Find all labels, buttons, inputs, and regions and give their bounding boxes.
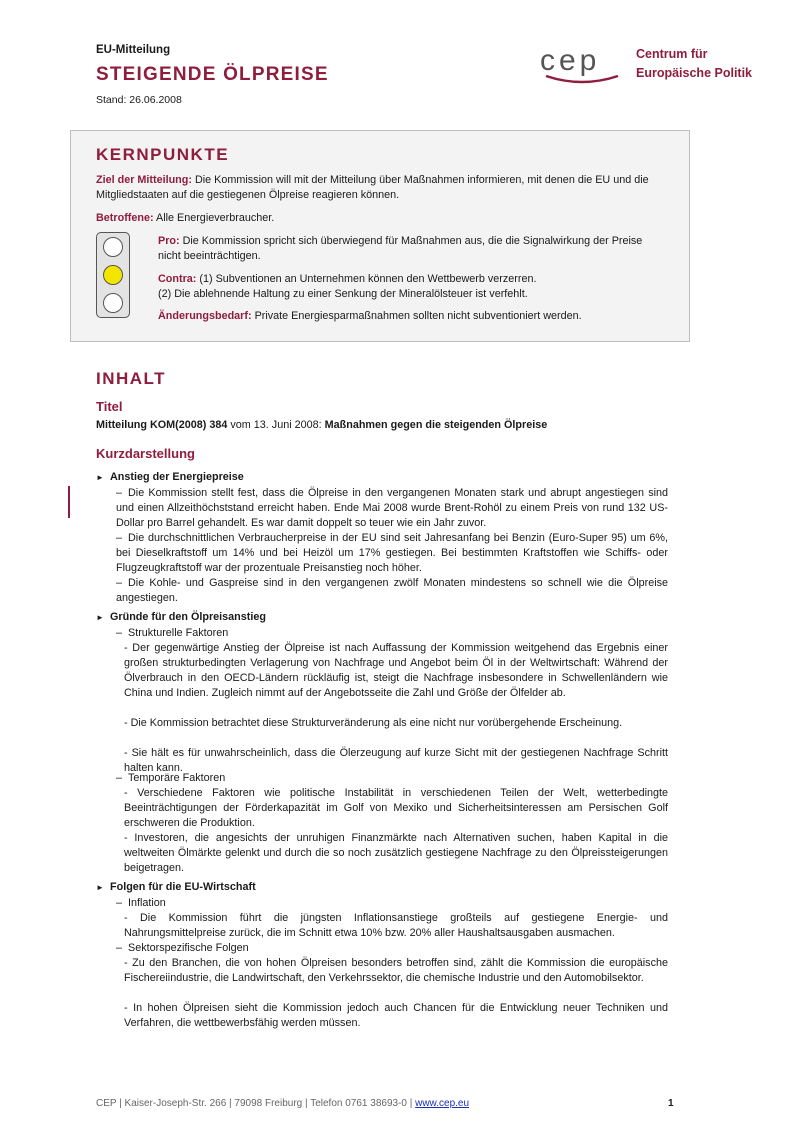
sub-list-item: - Die Kommission betrachtet diese Strukturveränderung als eine nicht nur vorübergehende Erscheinung. bbox=[124, 717, 623, 729]
contra-text-2: (2) Die ablehnende Haltung zu einer Senkung der Mineralölsteuer ist verfehlt. bbox=[158, 288, 528, 300]
aenderung-text: Private Energiesparmaßnahmen sollten nicht subventioniert werden. bbox=[254, 310, 582, 322]
betroffene-label: Betroffene: bbox=[96, 212, 154, 224]
contra-text-1: (1) Subventionen an Unternehmen können den Wettbewerb verzerren. bbox=[199, 273, 537, 285]
section-title: Gründe für den Ölpreisanstieg bbox=[110, 611, 266, 623]
list-item bbox=[116, 531, 668, 576]
sub-list-item: - Sie hält es für unwahrscheinlich, dass die Ölerzeugung auf kurze Sicht mit der gestiegenen Nachfrage Schritt halten kann. bbox=[124, 747, 668, 774]
kurzdarstellung-heading: Kurzdarstellung bbox=[96, 446, 195, 461]
titel-date: vom 13. Juni 2008: bbox=[227, 419, 325, 431]
section-title: Anstieg der Energiepreise bbox=[110, 471, 244, 483]
sub-list-item: - Verschiedene Faktoren wie politische Instabilität in verschiedenen Teilen der Welt, wetterbedingte Beeinträchtigungen der Förderkapazität im Golf von Mexiko und Sicherheitsinteressen am Persischen Golf erschweren die Produktion. bbox=[124, 787, 668, 829]
list-item-text: Inflation bbox=[128, 897, 166, 909]
document-kicker: EU-Mitteilung bbox=[96, 44, 171, 56]
list-item bbox=[116, 896, 668, 911]
margin-change-marker bbox=[68, 486, 70, 518]
aenderung-paragraph bbox=[158, 309, 668, 324]
dash-icon: – bbox=[116, 487, 123, 499]
list-item-text: Die durchschnittlichen Verbraucherpreise in der EU sind seit Jahresanfang bei Benzin (Euro-Super 95) um 6%, bei Dieselkraftstoff um 14% und bei Heizöl um 17% gestiegen. Bei bestimmten Kraftstoffen wie Schiffs- oder Flugzeugkraftstoff war der prozentuale Preisanstieg noch höher. bbox=[116, 532, 668, 574]
list-item-text: Temporäre Faktoren bbox=[128, 772, 226, 784]
ziel-paragraph bbox=[96, 173, 668, 203]
sub-list-item: - Investoren, die angesichts der unruhigen Finanzmärkte nach Alternativen suchen, haben Kapital in die weltweiten Ölmärkte gelenkt und durch die so noch zusätzlich gestiegene Nachfrage zu den Ölpreissteigerungen beigetragen. bbox=[124, 832, 668, 874]
sub-list-item: - Die Kommission führt die jüngsten Inflationsanstiege großteils auf gestiegene Energie- und Nahrungsmittelpreise zurück, die im Schnitt etwa 10% bzw. 20% aller Haushaltsausgaben ausmachen. bbox=[124, 912, 668, 939]
traffic-light-bottom-lamp bbox=[103, 293, 123, 313]
betroffene-text: Alle Energieverbraucher. bbox=[156, 212, 275, 224]
inhalt-heading: INHALT bbox=[96, 369, 167, 388]
titel-reference: Mitteilung KOM(2008) 384 bbox=[96, 419, 228, 431]
dash-icon: – bbox=[116, 897, 123, 909]
section-heading-folgen bbox=[96, 881, 256, 893]
section-heading-energiepreise bbox=[96, 471, 244, 483]
bullet-arrow-icon: ► bbox=[96, 883, 104, 892]
list-item-text: Sektorspezifische Folgen bbox=[128, 942, 249, 954]
list-item bbox=[116, 576, 668, 606]
logo-caption-line2: Europäische Politik bbox=[636, 66, 753, 80]
list-item bbox=[116, 486, 668, 531]
pro-paragraph bbox=[158, 234, 668, 264]
betroffene-paragraph bbox=[96, 211, 668, 226]
sub-list-item: - Zu den Branchen, die von hohen Ölpreisen besonders betroffen sind, zählt die Kommission die europäische Fischereiindustrie, die Landwirtschaft, den Verkehrssektor, die chemische Industrie und den Automobilsektor. bbox=[124, 957, 668, 984]
contra-paragraph bbox=[158, 272, 668, 302]
page-number: 1 bbox=[668, 1098, 674, 1109]
contra-label: Contra: bbox=[158, 273, 197, 285]
bullet-arrow-icon: ► bbox=[96, 473, 104, 482]
traffic-light-icon bbox=[96, 232, 130, 318]
list-item bbox=[116, 771, 668, 786]
list-item-text: Die Kohle- und Gaspreise sind in den vergangenen zwölf Monaten mindestens so schnell wie die Ölpreise angestiegen. bbox=[116, 577, 668, 604]
pro-text: Die Kommission spricht sich überwiegend für Maßnahmen aus, die die Signalwirkung der Preise nicht beeinträchtigen. bbox=[158, 235, 643, 262]
list-item bbox=[116, 941, 668, 956]
sub-list-item: - Der gegenwärtige Anstieg der Ölpreise ist nach Auffassung der Kommission weitgehend das Ergebnis einer großen strukturbedingten Verlagerung von Nachfrage und Angebot beim Öl in der Weltwirtschaft: Während der Ölverbrauch in den OECD-Ländern rückläufig ist, steigt die Nachfrage insbesondere in Schwellenländern wie China und Indien. Zugleich nimmt auf der Angebotsseite die Zahl und Größe der Ölfelder ab. bbox=[124, 642, 668, 699]
dash-icon: – bbox=[116, 627, 123, 639]
document-title: STEIGENDE ÖLPREISE bbox=[96, 64, 329, 85]
list-item bbox=[116, 626, 668, 641]
ziel-label: Ziel der Mitteilung: bbox=[96, 174, 192, 186]
titel-subject: Maßnahmen gegen die steigenden Ölpreise bbox=[324, 419, 548, 431]
traffic-light-top-lamp bbox=[103, 237, 123, 257]
bullet-arrow-icon: ► bbox=[96, 613, 104, 622]
logo-caption bbox=[636, 45, 752, 83]
logo-caption-line1: Centrum für bbox=[636, 47, 708, 61]
aenderung-label: Änderungsbedarf: bbox=[158, 310, 252, 322]
footer-website-link[interactable]: www.cep.eu bbox=[415, 1098, 470, 1109]
traffic-light-middle-lamp bbox=[103, 265, 123, 285]
cep-logo bbox=[534, 36, 630, 86]
logo-wordmark: cep bbox=[540, 44, 601, 77]
dash-icon: – bbox=[116, 577, 123, 589]
pro-label: Pro: bbox=[158, 235, 180, 247]
dash-icon: – bbox=[116, 942, 123, 954]
titel-line bbox=[96, 419, 547, 431]
document-date: Stand: 26.06.2008 bbox=[96, 94, 182, 106]
page-footer bbox=[96, 1098, 469, 1109]
section-heading-gruende bbox=[96, 611, 266, 623]
dash-icon: – bbox=[116, 772, 123, 784]
dash-icon: – bbox=[116, 532, 123, 544]
list-item-text: Die Kommission stellt fest, dass die Ölpreise in den vergangenen Monaten stark und abrupt angestiegen sind und einen Allzeithöchststand erreicht haben. Ende Mai 2008 wurde Brent-Rohöl zu einem Preis von rund 132 US-Dollar pro Barrel gehandelt. Es war damit doppelt so teuer wie ein Jahr zuvor. bbox=[116, 487, 668, 529]
ziel-text: Die Kommission will mit der Mitteilung über Maßnahmen informieren, mit denen die EU und die Mitgliedstaaten auf die gestiegenen Ölpreise reagieren können. bbox=[96, 174, 649, 201]
titel-heading: Titel bbox=[96, 399, 123, 414]
footer-address: CEP | Kaiser-Joseph-Str. 266 | 79098 Freiburg | Telefon 0761 38693-0 | bbox=[96, 1098, 416, 1109]
kernpunkte-heading: KERNPUNKTE bbox=[96, 145, 230, 164]
list-item-text: Strukturelle Faktoren bbox=[128, 627, 229, 639]
section-title: Folgen für die EU-Wirtschaft bbox=[110, 881, 256, 893]
sub-list-item: - In hohen Ölpreisen sieht die Kommission jedoch auch Chancen für die Entwicklung neuer Techniken und Verfahren, die wettbewerbsfähig werden müssen. bbox=[124, 1002, 668, 1029]
